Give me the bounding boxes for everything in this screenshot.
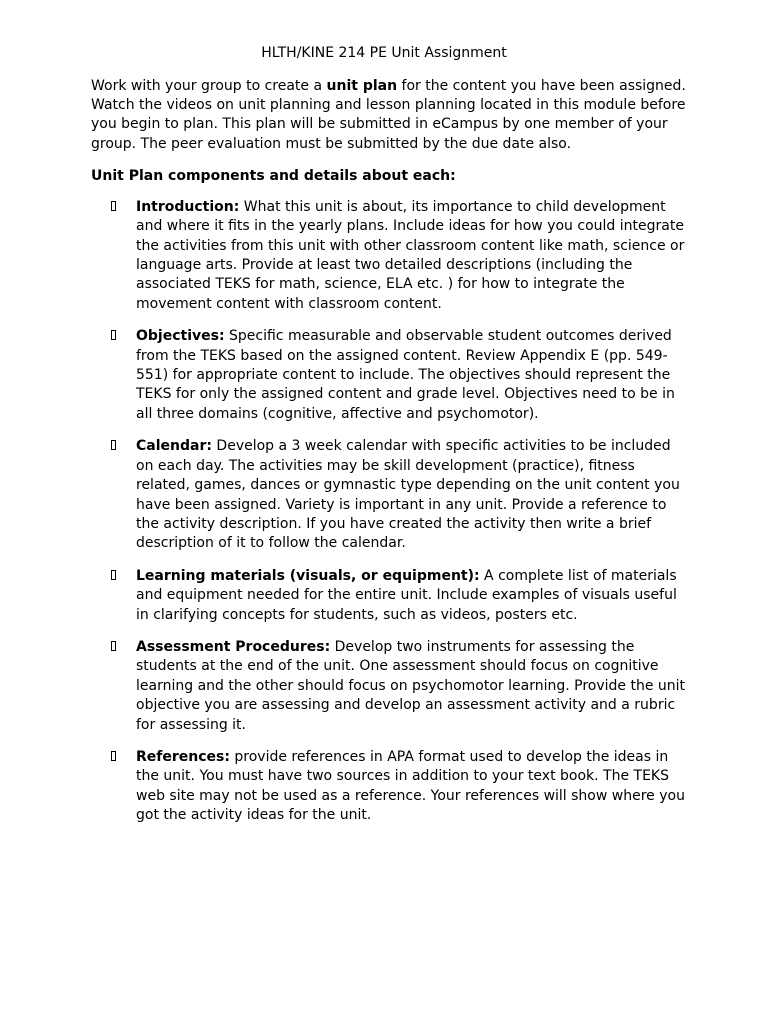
list-item-label: References: xyxy=(136,748,230,765)
intro-text-after: for the content you have been assigned. Watch the videos on unit planning and lesson planning located in this module before you begin to plan. This plan will be submitted in eCampus by one member of your group. The peer evaluation must be submitted by the due date also. xyxy=(91,78,686,152)
list-item-label: Objectives: xyxy=(136,328,225,345)
components-list xyxy=(91,198,691,826)
section-heading: Unit Plan components and details about each: xyxy=(91,167,456,184)
intro-paragraph xyxy=(91,77,691,154)
document-title: HLTH/KINE 214 PE Unit Assignment xyxy=(261,45,507,61)
intro-text-bold: unit plan xyxy=(326,78,398,94)
list-item-text: Develop two instruments for assessing the students at the end of the unit. One assessment should focus on cognitive learning and the other should focus on psychomotor learning. Provide the unit objective you are assessing and develop an assessment activity and a rubric for assessing it. xyxy=(136,638,686,733)
list-item-learning-materials xyxy=(91,567,691,625)
list-item-label: Calendar: xyxy=(136,438,212,455)
list-item-label: Assessment Procedures: xyxy=(136,638,331,655)
list-item-references xyxy=(91,748,691,826)
list-item-text: Develop a 3 week calendar with specific activities to be included on each day. The activities may be skill development (practice), fitness related, games, dances or gymnastic type depending on the unit content you have been assigned. Variety is important in any unit. Provide a reference to the activity description. If you have created the activity then write a brief description of it to follow the calendar. xyxy=(136,438,680,552)
square-bullet-icon xyxy=(111,570,116,580)
list-item-calendar xyxy=(91,437,691,553)
list-item-assessment-procedures xyxy=(91,638,691,735)
list-item-text: provide references in APA format used to develop the ideas in the unit. You must have two sources in addition to your text book. The TEKS web site may not be used as a reference. Your references will show where you got the activity ideas for the unit. xyxy=(136,748,685,824)
intro-text-before: Work with your group to create a xyxy=(91,78,327,94)
list-item-text: What this unit is about, its importance to child development and where it fits in the yearly plans. Include ideas for how you could integrate the activities from this unit with other classroom content like math, science or language arts. Provide at least two detailed descriptions (including the associated TEKS for math, science, ELA etc. ) for how to integrate the movement content with classroom content. xyxy=(136,198,685,312)
list-item-objectives xyxy=(91,327,691,424)
list-item-label: Learning materials (visuals, or equipment): xyxy=(136,567,480,584)
list-item-text: A complete list of materials and equipment needed for the entire unit. Include examples of visuals useful in clarifying concepts for students, such as videos, posters etc. xyxy=(136,567,677,623)
square-bullet-icon xyxy=(111,751,116,761)
list-item-label: Introduction: xyxy=(136,198,240,215)
square-bullet-icon xyxy=(111,440,116,450)
list-item-introduction xyxy=(91,198,691,314)
square-bullet-icon xyxy=(111,330,116,340)
square-bullet-icon xyxy=(111,201,116,211)
document-page xyxy=(91,44,691,839)
list-item-text: Specific measurable and observable student outcomes derived from the TEKS based on the assigned content. Review Appendix E (pp. 549-551) for appropriate content to include. The objectives should represent the TEKS for only the assigned content and grade level. Objectives need to be in all three domains (cognitive, affective and psychomotor). xyxy=(136,328,675,422)
square-bullet-icon xyxy=(111,641,116,651)
